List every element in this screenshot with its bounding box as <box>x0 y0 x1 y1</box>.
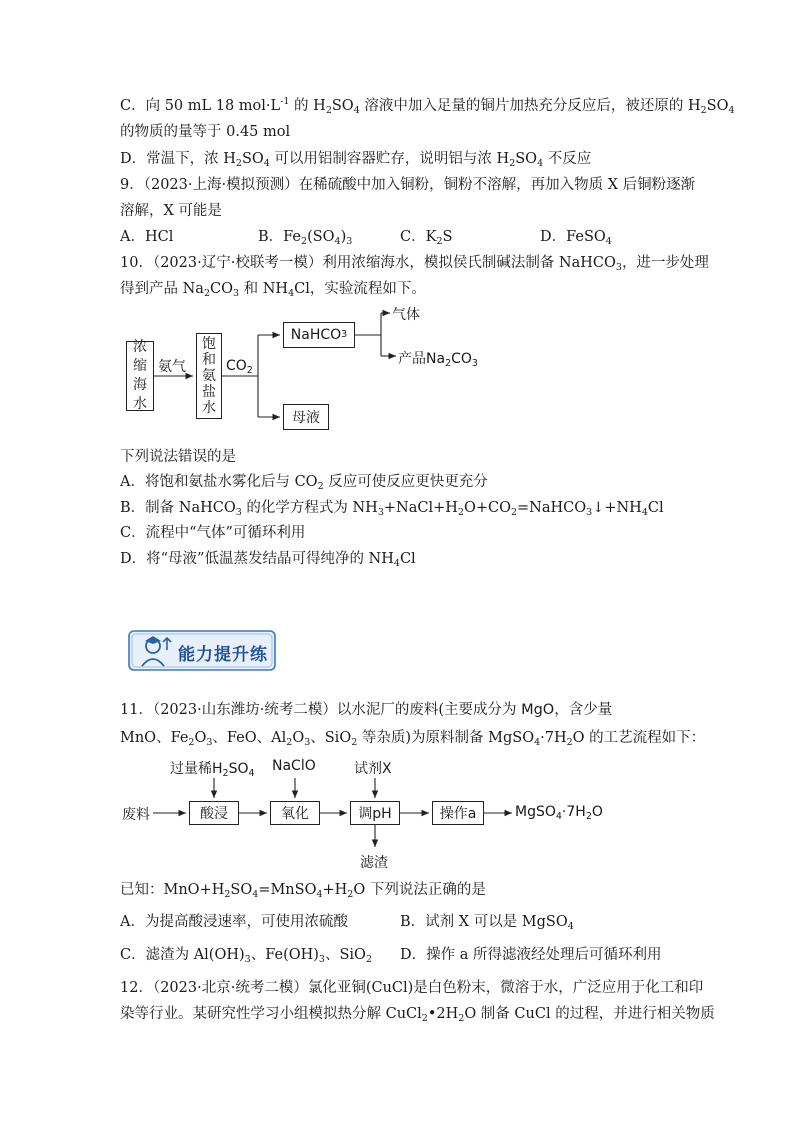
q10-option-c: C．流程中“气体”可循环利用 <box>120 525 306 541</box>
q9-option-c: C．$K_2S$ <box>400 229 453 247</box>
q10-gas-label: 气体 <box>392 307 420 323</box>
q11-reagent-naclo: NaClO <box>272 758 316 774</box>
q10-product-label: 产品$Na_2CO_3$ <box>398 351 478 369</box>
q9-option-b: B．$Fe_2(SO_4)_3$ <box>258 229 353 247</box>
q11-waste-label: 废料 <box>122 807 150 823</box>
badge-title: 能力提升练 <box>178 645 268 665</box>
q10-box-nahco3: NaHCO 3 <box>283 322 355 348</box>
q11-reagent-x: 试剂X <box>354 761 392 777</box>
q11-reagent-dilute-h2so4: 过量稀$H_2SO_4$ <box>170 761 255 779</box>
q11-box-oxidation: 氧化 <box>270 801 320 825</box>
q9-option-d: D．FeSO$_4$ <box>540 229 612 247</box>
q8-option-d: D．常温下，浓 $H_2SO_4$ 可以用铝制容器贮存，说明铝与浓 $H_2SO_4$ 不反应 <box>120 151 592 169</box>
q9-stem-line2: 溶解，X 可能是 <box>120 203 222 219</box>
q10-box-saturated-ammonia-brine: 饱 和 氨 盐 水 <box>196 333 222 419</box>
q8-option-c-line2: 的物质的量等于 0.45 mol <box>120 124 291 140</box>
q10-co2-label: $CO_2$ <box>226 358 253 376</box>
q11-option-d: D．操作 a 所得滤液经处理后可循环利用 <box>400 947 662 963</box>
q10-option-b: B．制备 NaHCO$_3$ 的化学方程式为 $NH_3+NaCl+H_2O+CO_2=NaHCO_3↓+NH_4Cl$ <box>120 500 664 518</box>
q10-option-a: A．将饱和氨盐水雾化后与 $CO_2$ 反应可使反应更快更充分 <box>120 474 488 492</box>
q11-stem-line2: MnO、$Fe_2O_3$、FeO、$Al_2O_3$、SiO$_2$ 等杂质)为原料制备 $MgSO_4\cdot 7H_2O$ 的工艺流程如下： <box>120 730 706 748</box>
q10-box-concentrated-seawater: 浓 缩 海 水 <box>126 341 154 411</box>
q10-option-d: D．将“母液”低温蒸发结晶可得纯净的 $NH_4Cl$ <box>120 551 416 569</box>
q11-product-label: $MgSO_4\cdot 7H_2O$ <box>515 804 603 822</box>
q10-box-mother-liquor: 母液 <box>283 404 329 430</box>
q10-question-stem: 下列说法错误的是 <box>120 449 236 465</box>
q11-box-adjust-ph: 调pH <box>350 801 400 825</box>
q11-option-a: A．为提高酸浸速率，可使用浓硫酸 <box>120 914 348 930</box>
q12-stem-line1: 12．（2023·北京·统考二模）氯化亚铜(CuCl)是白色粉末，微溶于水，广泛应用于化工和印 <box>120 980 704 996</box>
q11-known-condition: 已知：$MnO+H_2SO_4=MnSO_4+H_2O$ 下列说法正确的是 <box>120 882 486 900</box>
q10-ammonia-label: 氨气 <box>158 359 186 375</box>
q11-option-c: C．滤渣为 $Al(OH)_3$、$Fe(OH)_3$、SiO$_2$ <box>120 947 372 965</box>
q11-residue-label: 滤渣 <box>360 855 388 871</box>
q8-option-c-line1: C．向 50 mL 18 $mol\cdot L^{-1}$ 的 $H_2SO_4$ 溶液中加入足量的铜片加热充分反应后，被还原的 $H_2SO_4$ <box>120 96 735 116</box>
q9-option-a: A．HCl <box>120 229 174 245</box>
q10-stem-line2: 得到产品 $Na_2CO_3$ 和 $NH_4Cl$，实验流程如下。 <box>120 281 426 299</box>
q12-stem-line2: 染等行业。某研究性学习小组模拟热分解 $CuCl_2•2H_2O$ 制备 CuCl 的过程，并进行相关物质 <box>120 1006 715 1024</box>
q10-stem-line1: 10．（2023·辽宁·校联考一模）利用浓缩海水，模拟侯氏制碱法制备 NaHCO$_3$，进一步处理 <box>120 255 709 273</box>
q11-box-acid-leach: 酸浸 <box>189 801 239 825</box>
q11-box-operation-a: 操作a <box>432 801 484 825</box>
q11-option-b: B．试剂 X 可以是 MgSO$_4$ <box>400 914 574 932</box>
q9-stem-line1: 9．（2023·上海·模拟预测）在稀硫酸中加入铜粉，铜粉不溶解，再加入物质 X 后铜粉逐渐 <box>120 177 696 193</box>
q11-stem-line1: 11．（2023·山东潍坊·统考二模）以水泥厂的废料(主要成分为 MgO，含少量 <box>120 702 613 718</box>
